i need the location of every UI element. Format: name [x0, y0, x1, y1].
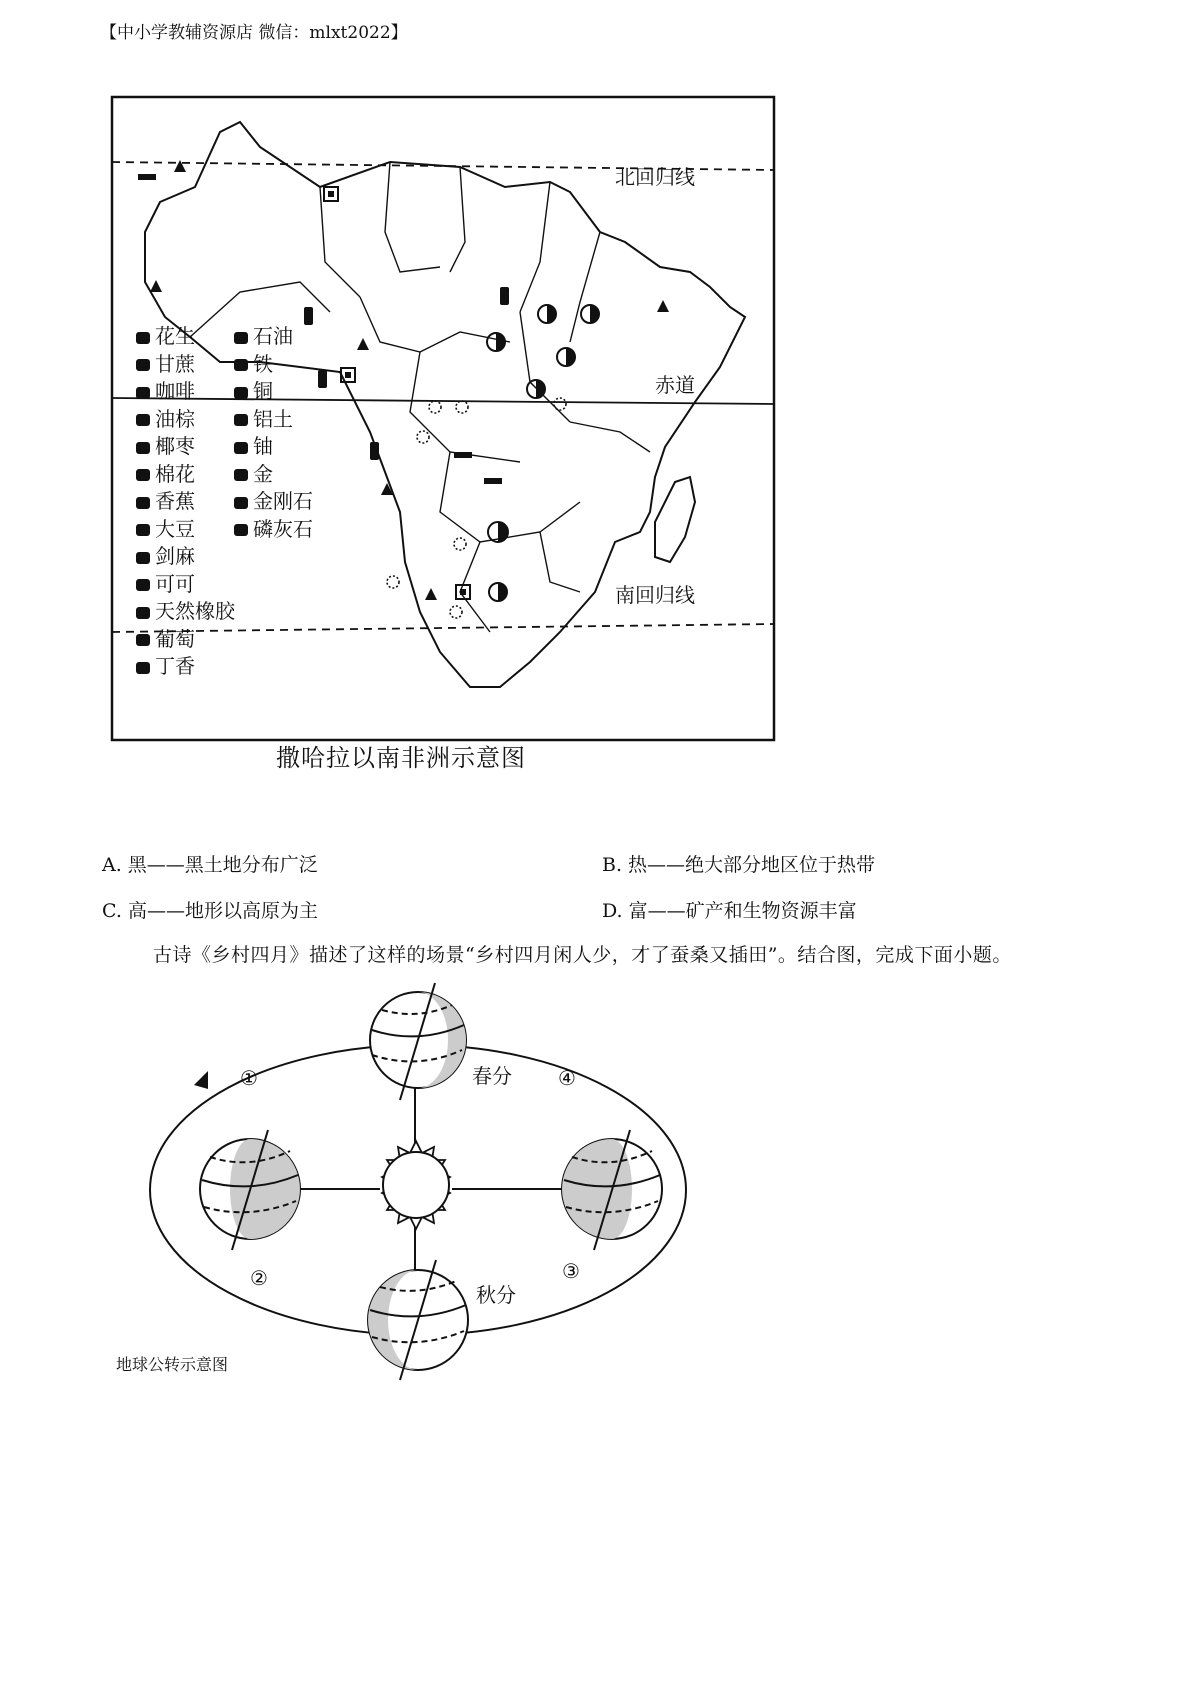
legend-label: 油棕 — [155, 406, 195, 431]
clove-icon — [136, 662, 150, 674]
earth-globe-summer-left — [200, 1130, 300, 1250]
tropic-north-label: 北回归线 — [615, 165, 695, 189]
legend-item — [136, 488, 195, 514]
legend-label: 铁 — [253, 351, 273, 376]
earth-globe-autumn — [368, 1260, 468, 1380]
legend-item — [136, 653, 195, 679]
legend-label: 葡萄 — [155, 626, 195, 651]
legend-item — [136, 543, 195, 569]
legend-label: 剑麻 — [155, 544, 195, 568]
option-a: A. 黑——黑土地分布广泛 — [102, 854, 318, 876]
question-passage: 古诗《乡村四月》描述了这样的场景“乡村四月闲人少，才了蚕桑又插田”。结合图，完成下面小题。 — [153, 944, 1012, 966]
legend-item — [136, 433, 195, 459]
gold-icon — [234, 469, 248, 481]
option-d: D. 富——矿产和生物资源丰富 — [602, 900, 857, 922]
legend-item — [136, 571, 195, 597]
legend-label: 大豆 — [155, 516, 195, 541]
map-frame — [112, 97, 774, 740]
oil-palm-icon — [136, 414, 150, 426]
grape-icon — [136, 634, 150, 646]
coffee-icon — [136, 387, 150, 399]
sisal-icon — [136, 552, 150, 564]
segment-label-4: ④ — [558, 1066, 576, 1090]
legend-item — [234, 488, 313, 514]
legend-item — [136, 378, 195, 404]
equator-label: 赤道 — [655, 373, 695, 397]
legend-item — [136, 351, 195, 377]
cocoa-icon — [136, 579, 150, 591]
segment-label-3: ③ — [562, 1259, 580, 1283]
map-caption: 撒哈拉以南非洲示意图 — [276, 744, 526, 772]
legend-item — [136, 598, 235, 624]
legend-item — [234, 406, 293, 432]
legend-label: 丁香 — [155, 654, 195, 678]
legend-item — [234, 378, 273, 404]
legend-item — [136, 461, 195, 487]
uranium-icon — [234, 442, 248, 454]
phosphate-icon — [234, 524, 248, 536]
legend-item — [136, 516, 195, 542]
legend-label: 甘蔗 — [155, 351, 195, 376]
segment-label-2: ② — [250, 1266, 268, 1290]
label-spring-equinox: 春分 — [472, 1064, 512, 1088]
legend-label: 铝土 — [253, 406, 293, 431]
orbit-caption: 地球公转示意图 — [116, 1355, 229, 1374]
bauxite-icon — [234, 414, 248, 426]
legend-label: 磷灰石 — [253, 516, 313, 541]
legend-label: 铜 — [253, 379, 273, 403]
sugarcane-icon — [136, 359, 150, 371]
banana-icon — [136, 497, 150, 509]
orbit-direction-arrow — [194, 1071, 208, 1089]
legend-label: 金 — [253, 461, 273, 486]
legend-item — [136, 406, 195, 432]
earth-globe-winter-right — [562, 1130, 662, 1250]
page-header: 【中小学教辅资源店 微信：mlxt2022】 — [100, 23, 408, 43]
legend-label: 可可 — [155, 571, 195, 596]
tropic-south-label: 南回归线 — [615, 583, 695, 607]
label-autumn-equinox: 秋分 — [476, 1283, 516, 1307]
legend-item — [136, 323, 195, 349]
africa-map-figure — [100, 92, 780, 742]
legend-label: 天然橡胶 — [155, 599, 235, 623]
legend-label: 棉花 — [155, 461, 195, 486]
option-c: C. 高——地形以高原为主 — [102, 900, 318, 922]
legend-label: 椰枣 — [155, 434, 195, 458]
legend-item — [234, 351, 273, 377]
legend-label: 咖啡 — [155, 379, 195, 403]
cotton-icon — [136, 469, 150, 481]
legend-label: 石油 — [253, 324, 293, 348]
legend-label: 花生 — [155, 324, 195, 348]
option-b: B. 热——绝大部分地区位于热带 — [602, 854, 876, 876]
earth-globe-spring — [370, 983, 466, 1100]
date-palm-icon — [136, 442, 150, 454]
copper-icon — [234, 387, 248, 399]
legend-label: 铀 — [253, 434, 273, 458]
rubber-icon — [136, 607, 150, 619]
segment-label-1: ① — [240, 1066, 258, 1090]
legend-item — [234, 461, 273, 487]
peanut-icon — [136, 332, 150, 344]
diamond-icon — [234, 497, 248, 509]
legend-item — [234, 516, 313, 542]
legend-item — [234, 323, 293, 349]
legend-label: 金刚石 — [253, 489, 313, 513]
legend-item — [234, 433, 273, 459]
iron-icon — [234, 359, 248, 371]
sun-icon — [382, 1141, 450, 1229]
soybean-icon — [136, 524, 150, 536]
earth-orbit-figure — [100, 975, 760, 1395]
legend-label: 香蕉 — [155, 489, 195, 513]
oil-icon — [234, 332, 248, 344]
legend-item — [136, 626, 195, 652]
